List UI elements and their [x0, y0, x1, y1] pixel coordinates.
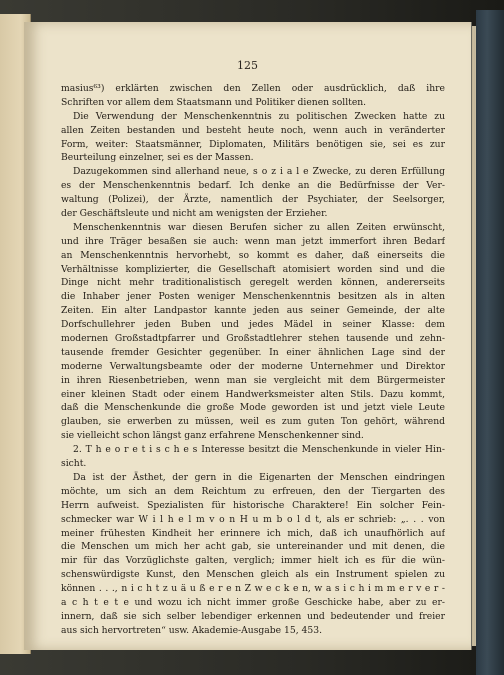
text-line: einer kleinen Stadt oder einem Handwerksmeister alten Stils. Dazu kommt,	[61, 388, 445, 400]
text-line: aus sich hervortreten“ usw. Akademie-Ausgabe 15, 453.	[61, 624, 322, 636]
text-line: die Inhaber jener Posten weniger Menschenkenntnis besitzen als in alten	[61, 291, 445, 303]
text-line: glauben, sie erwerben zu müssen, weil es zum guten Ton gehört, während	[61, 416, 445, 428]
text-line: Beurteilung einzelner, sei es der Massen.	[61, 152, 254, 164]
text-line: können . . ., n i c h t z u ä u ß e r e n Z w e c k e n, w a s i c h i m m e r v e r -	[61, 583, 445, 595]
text-line: sie vielleicht schon längst ganz erfahrene Menschenkenner sind.	[61, 430, 364, 442]
text-line: waltung (Polizei), der Ärzte, namentlich der Psychiater, der Seelsorger,	[61, 194, 445, 206]
text-line: allen Zeiten bestanden und besteht heute noch, wenn auch in veränderter	[61, 124, 445, 136]
text-line: Herrn aufweist. Spezialisten für historische Charaktere! Ein solcher Fein-	[61, 499, 445, 511]
body-text	[61, 82, 445, 638]
text-line: es der Menschenkenntnis bedarf. Ich denke an die Bedürfnisse der Ver-	[61, 180, 445, 192]
text-line: moderne Verwaltungsbeamte oder der moderne Unternehmer und Direktor	[61, 360, 445, 372]
text-line: in ihren Riesenbetrieben, wenn man sie vergleicht mit dem Bürgermeister	[61, 374, 445, 386]
text-line: die Menschen um mich her acht gab, sie untereinander und mit denen, die	[61, 541, 445, 553]
text-line: masius⁶³) erklärten zwischen den Zellen oder ausdrücklich, daß ihre	[61, 83, 445, 94]
book-spine	[476, 10, 504, 675]
text-line: modernen Großstadtpfarrer und Großstadtlehrer stehen tausende und zehn-	[61, 333, 445, 345]
text-line: sicht.	[61, 458, 87, 470]
text-line: daß die Menschenkunde die große Mode geworden ist und jetzt viele Leute	[61, 402, 445, 414]
text-line: Form, weiter: Staatsmänner, Diplomaten, Militärs benötigen sie, sei es zur	[61, 138, 445, 150]
text-line: meiner frühesten Kindheit her erinnere ich mich, daß ich unaufhörlich auf	[61, 527, 445, 539]
text-line: Menschenkenntnis war diesen Berufen sicher zu allen Zeiten erwünscht,	[73, 221, 445, 233]
text-line: schenswürdigste Kunst, den Menschen gleich als ein Instrument spielen zu	[61, 569, 445, 581]
text-line: tausende fremder Gesichter gegenüber. In einer ähnlichen Lage sind der	[61, 346, 445, 358]
text-line: Verhältnisse komplizierter, die Gesellschaft atomisiert worden sind und die	[61, 263, 445, 275]
text-line: Da ist der Ästhet, der gern in die Eigenarten der Menschen eindringen	[73, 471, 445, 483]
text-line: schmecker war W i l h e l m v o n H u m b o l d t, als er schrieb: „. . . von	[61, 513, 445, 525]
text-line: 2. T h e o r e t i s c h e s Interesse besitzt die Menschenkunde in vieler Hin-	[73, 444, 445, 456]
text-line: Schriften vor allem dem Staatsmann und Politiker dienen sollten.	[61, 96, 367, 108]
text-line: Dorfschullehrer jeden Buben und jedes Mädel in seiner Klasse: dem	[61, 319, 445, 331]
text-line: und ihre Träger besaßen sie auch: wenn man jetzt immerfort ihren Bedarf	[61, 235, 445, 247]
text-line: Die Verwendung der Menschenkenntnis zu politischen Zwecken hatte zu	[73, 110, 445, 122]
text-line: Dazugekommen sind allerhand neue, s o z i a l e Zwecke, zu deren Erfüllung	[73, 166, 445, 178]
text-line: möchte, um sich an dem Reichtum zu erfreuen, den der Tiergarten des	[61, 485, 445, 497]
text-line: mir für das Vorzüglichste galten, verglich; immer hielt ich es für die wün-	[61, 555, 445, 567]
page-number: 125	[237, 59, 258, 72]
text-line: der Geschäftsleute und nicht am wenigsten der Erzieher.	[61, 208, 328, 220]
text-line: a c h t e t e und wozu ich nicht immer große Geschicke habe, aber zu er-	[61, 596, 445, 608]
text-line: Zeiten. Ein alter Landpastor kannte jeden aus seiner Gemeinde, der alte	[61, 305, 445, 317]
text-line: innern, daß sie sich selber lebendiger erkennen und bedeutender und freier	[61, 610, 445, 622]
text-line: an Menschenkenntnis hervorhebt, so kommt es daher, daß einerseits die	[61, 249, 445, 261]
text-line: Dinge nicht mehr traditionalistisch geregelt werden können, andererseits	[61, 277, 445, 289]
